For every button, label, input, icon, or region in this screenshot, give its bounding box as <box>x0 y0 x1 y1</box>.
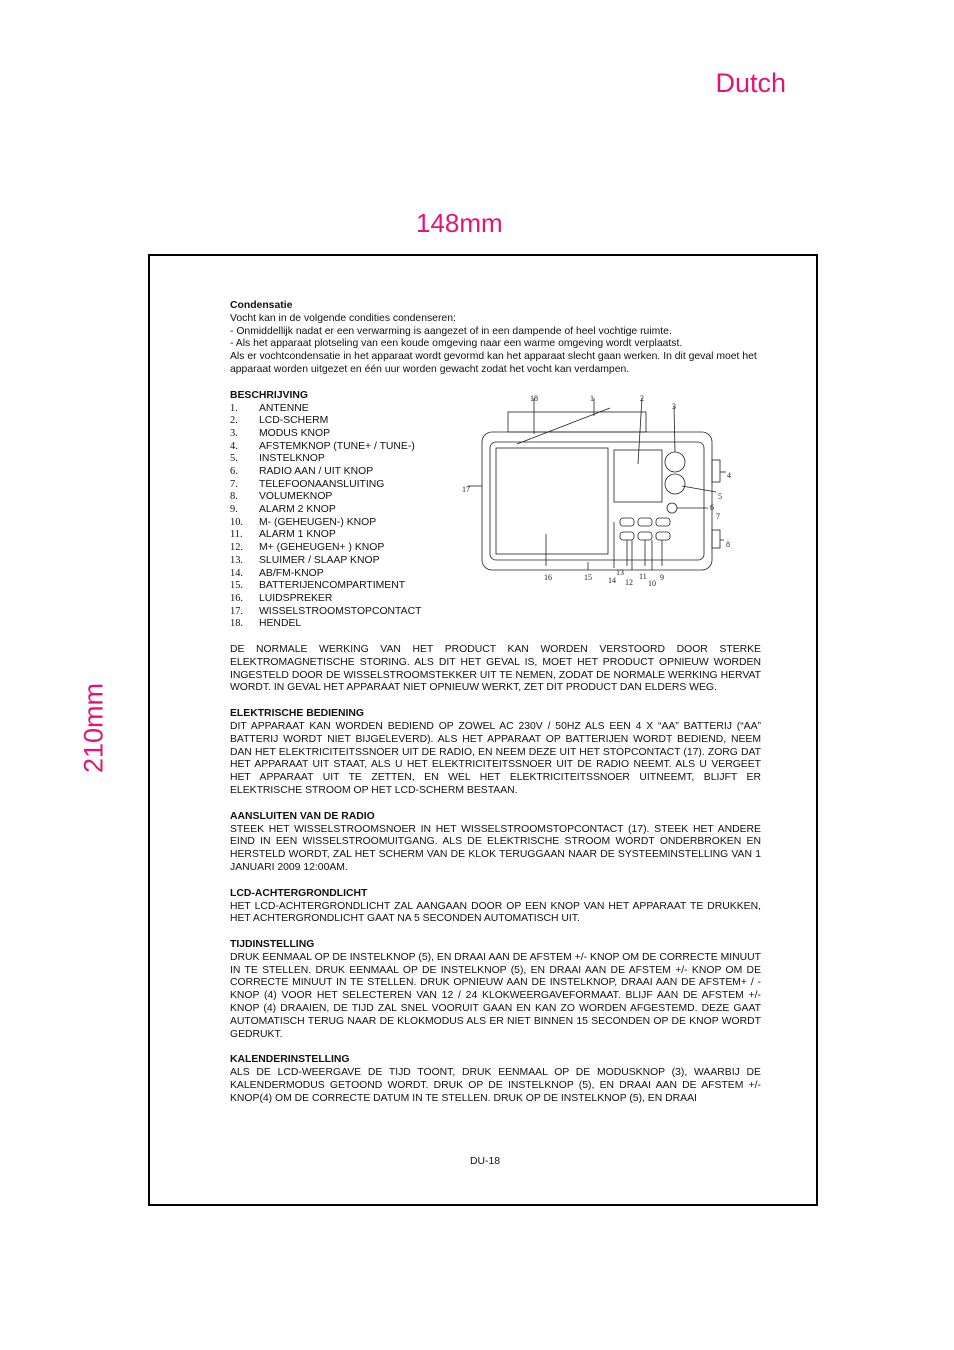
item-number: 11. <box>230 529 243 541</box>
parts-list-item <box>230 618 460 631</box>
item-label: VOLUMEKNOP <box>259 491 333 503</box>
speaker-shape <box>496 448 608 554</box>
radio-diagram <box>462 394 752 586</box>
section-title: Condensatie <box>230 300 293 311</box>
diagram-callout-label: 16 <box>544 572 552 582</box>
section-text: DIT APPARAAT KAN WORDEN BEDIEND OP ZOWEL AC 230V / 50HZ ALS EEN 4 X “AA” BATTERIJ (“AA” BATTERIJ WORDT NIET BIJGELEVERD). ALS HET APPARAAT OP BATTERIJEN WORDT BEDIEND, NEEM DAN HET ELEKTRICITEITSSNOER UIT DE RADIO, EN NEEM DEZE UIT HET STOPCONTACT (17). ZORG DAT HET APPARAAT UIT STAAT, ALS U HET ELEKTRICITEITSSNOER UIT DE RADIO NEEMT. ALS U VERGEET HET APPARAAT UIT TE ZETTEN, EN WEL HET ELEKTRICITEITSSNOER UITNEEMT, BLIJFT ER ELEKTRISCHE STROOM OP HET LCD-SCHERM BESTAAN. <box>230 720 761 796</box>
item-number: 4. <box>230 440 238 452</box>
item-number: 16. <box>230 592 243 604</box>
page-number: DU-18 <box>469 1156 501 1167</box>
section-title: AANSLUITEN VAN DE RADIO <box>230 810 375 822</box>
item-label: HENDEL <box>259 618 302 630</box>
item-label: M- (GEHEUGEN-) KNOP <box>259 516 377 528</box>
condensatie-line: - Als het apparaat plotseling van een koude omgeving naar een warme omgeving wordt verplaatst. <box>230 338 683 350</box>
item-label: BATTERIJENCOMPARTIMENT <box>259 580 406 592</box>
parts-list-item <box>230 568 460 581</box>
diagram-callout-label: 8 <box>726 539 730 549</box>
section-text: ALS DE LCD-WEERGAVE DE TIJD TOONT, DRUK EENMAAL OP DE MODUSKNOP (3), WAARBIJ DE KALENDERMODUS GETOOND WORDT. DRUK OP DE INSTELKNOP (5), EN DRAAI AAN DE AFSTEM +/- KNOP(4) OM DE CORRECTE DATUM IN TE STELLEN. DRUK OP DE INSTELKNOP (5), EN DRAAI <box>230 1067 761 1104</box>
storing-paragraph: DE NORMALE WERKING VAN HET PRODUCT KAN WORDEN VERSTOORD DOOR STERKE ELEKTROMAGNETISCHE STORING. ALS DIT HET GEVAL IS, MOET HET PRODUCT OPNIEUW WORDEN INGESTELD DOOR DE WISSELSTROOMSTEKKER UIT TE NEMEN, ZODAT DE NORMALE WERKING HERVAT WORDT. IN GEVAL HET APPARAAT NIET OPNIEUW WERKT, ZET DIT PRODUCT DAN ELDERS WEG. <box>230 643 761 694</box>
item-label: LCD-SCHERM <box>259 415 329 427</box>
diagram-callout-label: 5 <box>718 491 722 501</box>
item-label: LUIDSPREKER <box>259 592 333 604</box>
condensatie-line: - Onmiddellijk nadat er een verwarming is aangezet of in een dampende of heel vochtige ruimte. <box>230 325 672 337</box>
diagram-callout-label: 17 <box>462 484 470 494</box>
section-lcd-achtergrondlicht <box>230 888 761 926</box>
parts-list-item <box>230 441 460 454</box>
item-label: SLUIMER / SLAAP KNOP <box>259 554 380 566</box>
item-label: ALARM 1 KNOP <box>259 529 336 541</box>
parts-list-item <box>230 517 460 530</box>
item-number: 3. <box>230 427 238 439</box>
item-number: 7. <box>230 478 238 490</box>
parts-list-item <box>230 403 460 416</box>
item-number: 2. <box>230 415 238 427</box>
item-label: ALARM 2 KNOP <box>259 504 336 516</box>
parts-list-item <box>230 529 460 542</box>
section-title: BESCHRIJVING <box>230 389 308 401</box>
diagram-callout-label: 9 <box>660 572 664 582</box>
condensatie-line: Als er vochtcondensatie in het apparaat wordt gevormd kan het apparaat slecht gaan werken. In dit geval moet het apparaat worden uitgezet en één uur worden gewacht zodat het vocht kan verdampen. <box>230 351 757 375</box>
diagram-callout-label: 18 <box>530 393 538 403</box>
diagram-callout-label: 2 <box>640 393 644 403</box>
item-number: 13. <box>230 554 243 566</box>
item-label: WISSELSTROOMSTOPCONTACT <box>259 605 422 617</box>
parts-list-item <box>230 555 460 568</box>
section-title: TIJDINSTELLING <box>230 939 315 951</box>
diagram-callout-label: 10 <box>648 578 656 586</box>
item-label: INSTELKNOP <box>259 453 325 465</box>
section-title: ELEKTRISCHE BEDIENING <box>230 708 364 720</box>
diagram-callout-label: 12 <box>625 577 633 586</box>
diagram-callout-label: 3 <box>672 401 676 411</box>
parts-list-item <box>230 479 460 492</box>
parts-list-item <box>230 606 460 619</box>
item-number: 10. <box>230 516 243 528</box>
width-dimension-label: 148mm <box>416 208 503 238</box>
parts-list-item <box>230 580 460 593</box>
diagram-callout-label: 14 <box>608 575 616 585</box>
parts-list-item <box>230 466 460 479</box>
section-aansluiten <box>230 811 761 875</box>
parts-list <box>230 403 460 631</box>
item-number: 18. <box>230 618 243 630</box>
diagram-callout-label: 6 <box>710 502 714 512</box>
item-label: RADIO AAN / UIT KNOP <box>259 466 374 478</box>
parts-list-item <box>230 415 460 428</box>
diagram-callout-label: 4 <box>727 470 731 480</box>
item-label: MODUS KNOP <box>259 427 331 439</box>
section-kalenderinstelling <box>230 1054 761 1105</box>
parts-list-item <box>230 542 460 555</box>
item-number: 6. <box>230 466 238 478</box>
section-elektrische-bediening <box>230 708 761 798</box>
mode-knob-shape <box>665 452 685 472</box>
condensatie-line: Vocht kan in de volgende condities condenseren: <box>230 312 456 324</box>
parts-list-item <box>230 593 460 606</box>
item-number: 8. <box>230 491 238 503</box>
diagram-callout-label: 1 <box>590 393 594 403</box>
item-label: AB/FM-KNOP <box>259 567 324 579</box>
section-text: DRUK EENMAAL OP DE INSTELKNOP (5), EN DRAAI AAN DE AFSTEM +/- KNOP OM DE CORRECTE MINUUT IN TE STELLEN. DRUK EENMAAL OP DE INSTELKNOP (5), EN DRAAI AAN DE AFSTEM +/- KNOP OM DE CORRECTE MINUUT IN TE STELLEN. DRUK OPNIEUW AAN DE INSTELKNOP, DRAAI AAN DE AFSTEM+ / - KNOP (4) VOOR HET SELECTEREN VAN 12 / 24 KLOKWEERGAVEFORMAAT. BLIJF AAN DE AFSTEM +/- KNOP (4) DRAAIEN, DE TIJD ZAL SNEL VOORUIT GAAN EN KAN ZO WORDEN AFGESTEMD. DEZE GAAT AUTOMATISCH TERUG NAAR DE KLOKMODUS ALS ER NIET BINNEN 15 SECONDEN OP DE KNOP WORDT GEDRUKT. <box>230 951 761 1040</box>
item-label: M+ (GEHEUGEN+ ) KNOP <box>259 542 385 554</box>
antenna-shape <box>517 408 610 444</box>
item-number: 9. <box>230 504 238 516</box>
parts-list-item <box>230 504 460 517</box>
item-number: 12. <box>230 542 243 554</box>
manual-content <box>230 300 761 1119</box>
handle-shape <box>508 412 646 432</box>
diagram-callout-label: 11 <box>639 571 647 581</box>
parts-list-item <box>230 491 460 504</box>
item-label: TELEFOONAANSLUITING <box>259 478 385 490</box>
parts-list-item <box>230 453 460 466</box>
item-number: 14. <box>230 567 243 579</box>
section-title: KALENDERINSTELLING <box>230 1054 350 1066</box>
item-number: 1. <box>230 402 238 414</box>
item-number: 15. <box>230 580 243 592</box>
section-condensatie <box>230 300 761 377</box>
item-label: ANTENNE <box>259 402 309 414</box>
section-title: LCD-ACHTERGRONDLICHT <box>230 887 368 899</box>
section-text: STEEK HET WISSELSTROOMSNOER IN HET WISSELSTROOMSTOPCONTACT (17). STEEK HET ANDERE EIND IN EEN WISSELSTROOMUITGANG. ALS DE ELEKTRISCHE STROOM WORDT ONDERBROKEN EN HERSTELD WORDT, ZAL HET SCHERM VAN DE KLOK TERUGGAAN NAAR DE SYSTEEMINSTELLING VAN 1 JANUARI 2009 12:00AM. <box>230 823 761 873</box>
parts-list-item <box>230 428 460 441</box>
item-label: AFSTEMKNOP (TUNE+ / TUNE-) <box>259 440 415 452</box>
section-text: HET LCD-ACHTERGRONDLICHT ZAL AANGAAN DOOR OP EEN KNOP VAN HET APPARAAT TE DRUKKEN, HET ACHTERGRONDLICHT GAAT NA 5 SECONDEN AUTOMATISCH UIT. <box>230 900 761 925</box>
diagram-callout-label: 13 <box>616 567 624 577</box>
item-number: 5. <box>230 453 238 465</box>
diagram-callout-label: 7 <box>716 511 720 521</box>
language-heading: Dutch <box>715 68 786 98</box>
section-beschrijving <box>230 390 761 631</box>
height-dimension-label: 210mm <box>78 682 109 774</box>
diagram-callout-label: 15 <box>584 572 592 582</box>
item-number: 17. <box>230 605 243 617</box>
section-tijdinstelling <box>230 939 761 1041</box>
tune-knob-shape <box>665 474 685 494</box>
